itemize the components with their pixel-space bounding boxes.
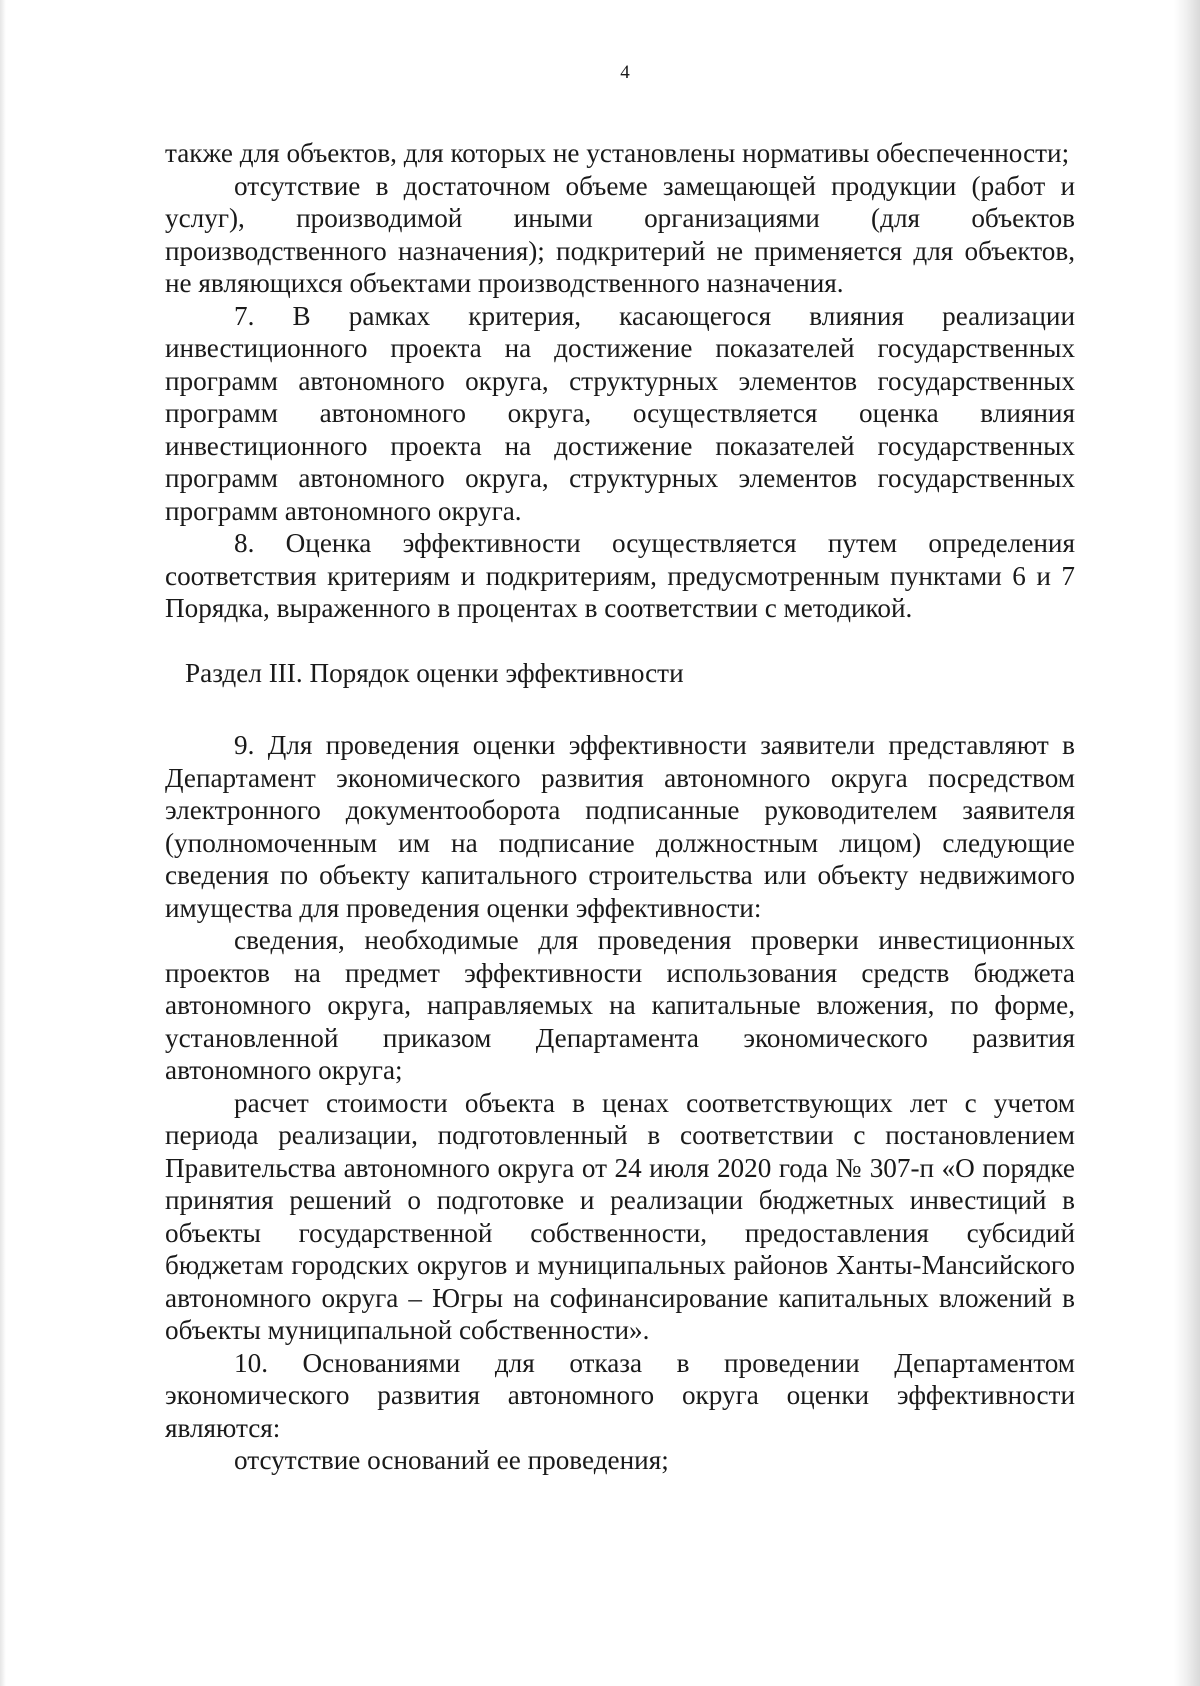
paragraph-info-form: сведения, необходимые для проведения проверки инвестиционных проектов на предмет эффективности использования средств бюджета автономного округа, направляемых на капитальные вложения, по форме, установленной приказом Департамента экономического развития автономного округа; xyxy=(165,925,1075,1085)
paragraph-item-8: 8. Оценка эффективности осуществляется путем определения соответствия критериям и подкритериям, предусмотренным пунктами 6 и 7 Порядка, выраженного в процентах в соответствии с методикой. xyxy=(165,528,1075,623)
page-number: 4 xyxy=(620,62,630,83)
paragraph-continuation: также для объектов, для которых не установлены нормативы обеспеченности; xyxy=(165,138,1070,168)
document-body xyxy=(165,137,1075,1477)
scan-right-edge xyxy=(1174,0,1200,1686)
paragraph-item-7: 7. В рамках критерия, касающегося влияния реализации инвестиционного проекта на достижение показателей государственных программ автономного округа, структурных элементов государственных программ автономного округа, осуществляется оценка влияния инвестиционного проекта на достижение показателей государственных программ автономного округа, структурных элементов государственных программ автономного округа. xyxy=(165,300,1075,526)
scan-left-edge xyxy=(0,0,6,1686)
paragraph-item-10: 10. Основаниями для отказа в проведении Департаментом экономического развития автономного округа оценки эффективности являются: xyxy=(165,1347,1075,1443)
section-heading: Раздел III. Порядок оценки эффективности xyxy=(185,657,684,688)
spacer xyxy=(165,625,1075,657)
paragraph-subcriterion: отсутствие в достаточном объеме замещающей продукции (работ и услуг), производимой иными организациями (для объектов производственного назначения); подкритерий не применяется для объектов, не являющихся объектами производственного назначения. xyxy=(165,170,1075,298)
spacer xyxy=(165,689,1075,729)
paragraph-item-9: 9. Для проведения оценки эффективности заявители представляют в Департамент экономического развития автономного округа посредством электронного документооборота подписанные руководителем заявителя (уполномоченным им на подписание должностным лицом) следующие сведения по объекту капитального строительства или объекту недвижимого имущества для проведения оценки эффективности: xyxy=(165,730,1075,923)
paragraph-cost-calculation: расчет стоимости объекта в ценах соответствующих лет с учетом периода реализации, подготовленный в соответствии с постановлением Правительства автономного округа от 24 июля 2020 года № 307-п «О порядке принятия решений о подготовке и реализации бюджетных инвестиций в объекты государственной собственности, предоставления субсидий бюджетам городских округов и муниципальных районов Ханты-Мансийского автономного округа – Югры на софинансирование капитальных вложений в объекты муниципальной собственности». xyxy=(165,1087,1075,1345)
paragraph-refusal-ground: отсутствие оснований ее проведения; xyxy=(234,1445,669,1475)
